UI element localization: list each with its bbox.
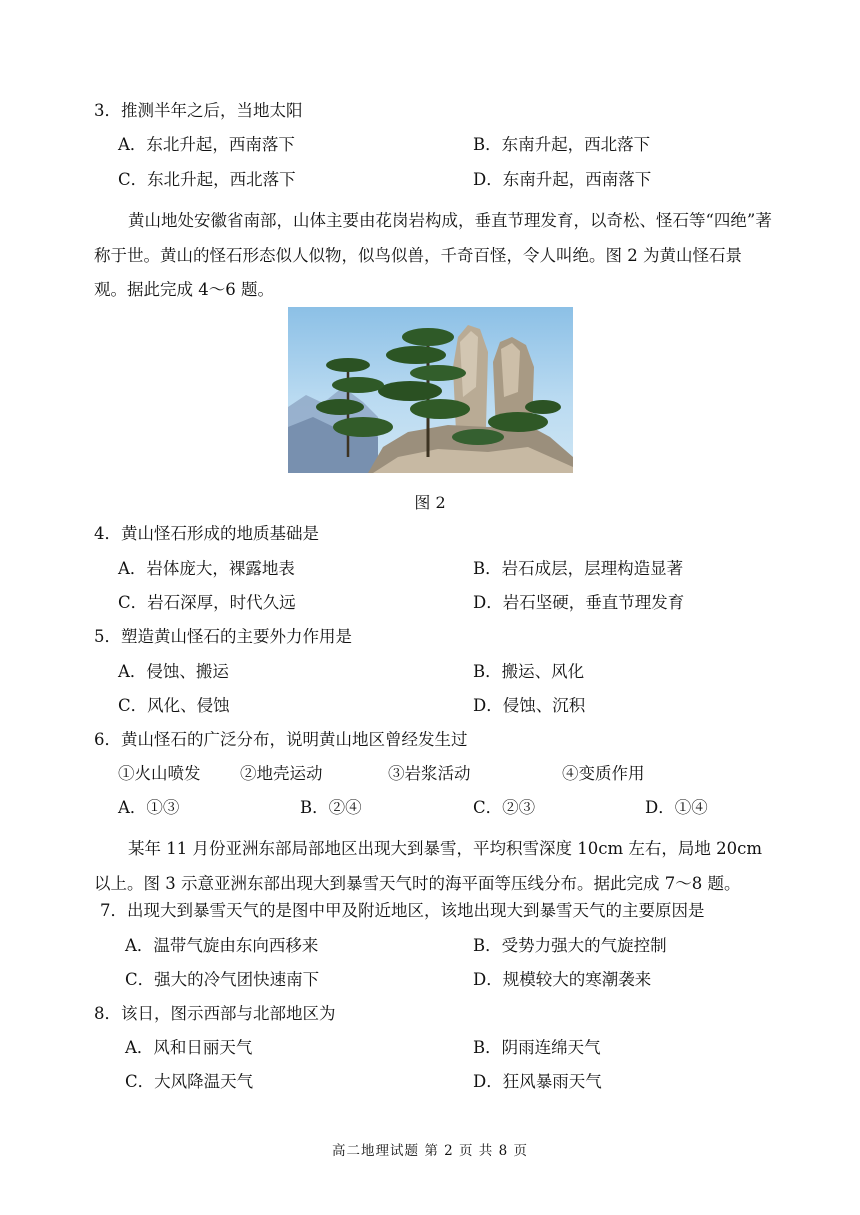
question-6-option-d: D．①④ <box>645 798 708 817</box>
question-8-option-d: D．狂风暴雨天气 <box>473 1072 602 1091</box>
question-4-option-d: D．岩石坚硬，垂直节理发育 <box>473 593 685 612</box>
question-6-item-1: ①火山喷发 <box>118 764 201 783</box>
question-5-option-d: D．侵蚀、沉积 <box>473 696 586 715</box>
question-6-item-4: ④变质作用 <box>562 764 645 783</box>
question-5-option-b: B．搬运、风化 <box>473 662 585 681</box>
question-3-option-b: B．东南升起，西北落下 <box>473 135 651 154</box>
question-6-item-2: ②地壳运动 <box>240 764 323 783</box>
question-7-option-a: A．温带气旋由东向西移来 <box>125 936 319 955</box>
question-8-stem: 8．该日，图示西部与北部地区为 <box>94 1004 336 1023</box>
question-6-stem: 6．黄山怪石的广泛分布，说明黄山地区曾经发生过 <box>94 730 468 749</box>
question-8-option-a: A．风和日丽天气 <box>125 1038 253 1057</box>
question-7-stem: 7．出现大到暴雪天气的是图中甲及附近地区，该地出现大到暴雪天气的主要原因是 <box>100 901 705 920</box>
question-4-option-b: B．岩石成层，层理构造显著 <box>473 559 684 578</box>
question-5-option-c: C．风化、侵蚀 <box>118 696 230 715</box>
question-6-item-3: ③岩浆活动 <box>388 764 471 783</box>
question-3-stem: 3．推测半年之后，当地太阳 <box>94 101 303 120</box>
question-4-stem: 4．黄山怪石形成的地质基础是 <box>94 524 319 543</box>
question-8-option-b: B．阴雨连绵天气 <box>473 1038 601 1057</box>
question-7-option-d: D．规模较大的寒潮袭来 <box>473 970 652 989</box>
passage-huangshan: 黄山地处安徽省南部，山体主要由花岗岩构成，垂直节理发育，以奇松、怪石等“四绝”著称于世。黄山的怪石形态似人似物，似鸟似兽，千奇百怪，令人叫绝。图 2 为黄山怪石景观。据此完成 4～6 题。 <box>94 211 772 299</box>
question-3-option-d: D．东南升起，西南落下 <box>473 170 652 189</box>
landscape-illustration <box>288 307 573 473</box>
question-3-option-a: A．东北升起，西南落下 <box>118 135 295 154</box>
question-3-option-c: C．东北升起，西北落下 <box>118 170 296 189</box>
question-4-option-a: A．岩体庞大，裸露地表 <box>118 559 295 578</box>
question-6-option-b: B．②④ <box>300 798 362 817</box>
page-footer: 高二地理试题 第 2 页 共 8 页 <box>332 1143 528 1159</box>
question-8-option-c: C．大风降温天气 <box>125 1072 254 1091</box>
question-6-option-c: C．②③ <box>473 798 536 817</box>
question-5-option-a: A．侵蚀、搬运 <box>118 662 229 681</box>
question-6-option-a: A．①③ <box>118 798 180 817</box>
figure-2-caption: 图 2 <box>414 493 446 512</box>
huangshan-rock-photo <box>288 307 573 473</box>
question-7-option-c: C．强大的冷气团快速南下 <box>125 970 320 989</box>
question-4-option-c: C．岩石深厚，时代久远 <box>118 593 296 612</box>
passage-snowstorm: 某年 11 月份亚洲东部局部地区出现大到暴雪，平均积雪深度 10cm 左右，局地 20cm 以上。图 3 示意亚洲东部出现大到暴雪天气时的海平面等压线分布。据此完成 7～8 题。 <box>94 839 762 893</box>
question-5-stem: 5．塑造黄山怪石的主要外力作用是 <box>94 627 352 646</box>
question-7-option-b: B．受势力强大的气旋控制 <box>473 936 667 955</box>
